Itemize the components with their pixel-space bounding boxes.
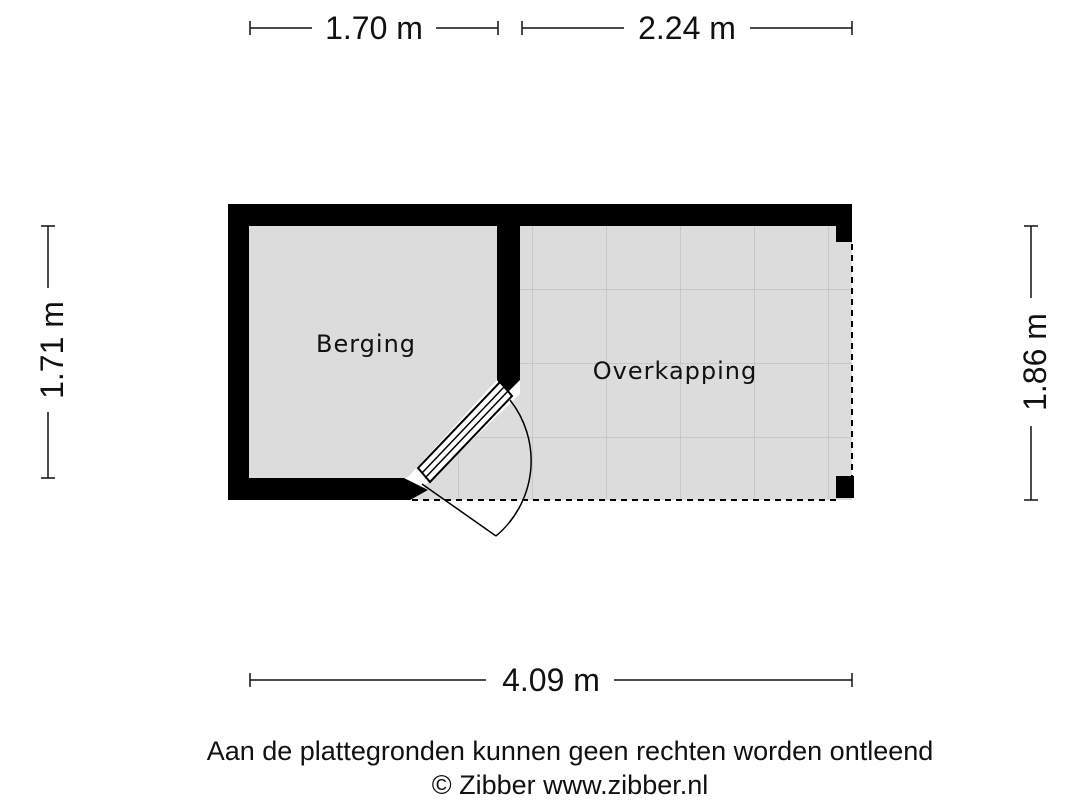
wall-bottom	[228, 478, 428, 500]
column-top	[836, 226, 852, 242]
dim-left-label: 1.71 m	[34, 301, 70, 399]
dim-bottom-label: 4.09 m	[502, 662, 600, 698]
dim-top-right-label: 2.24 m	[638, 10, 736, 46]
wall-partition	[497, 226, 520, 394]
wall-left	[228, 204, 249, 500]
footer-copyright: © Zibber www.zibber.nl	[431, 770, 709, 800]
room-label-overkapping: Overkapping	[592, 357, 758, 385]
column-bottom	[836, 476, 854, 498]
dim-top-left-label: 1.70 m	[325, 10, 423, 46]
room-label-berging: Berging	[315, 330, 417, 358]
wall-top	[228, 204, 852, 226]
dim-right-label: 1.86 m	[1017, 313, 1053, 411]
footer-disclaimer: Aan de plattegronden kunnen geen rechten worden ontleend	[206, 736, 934, 766]
